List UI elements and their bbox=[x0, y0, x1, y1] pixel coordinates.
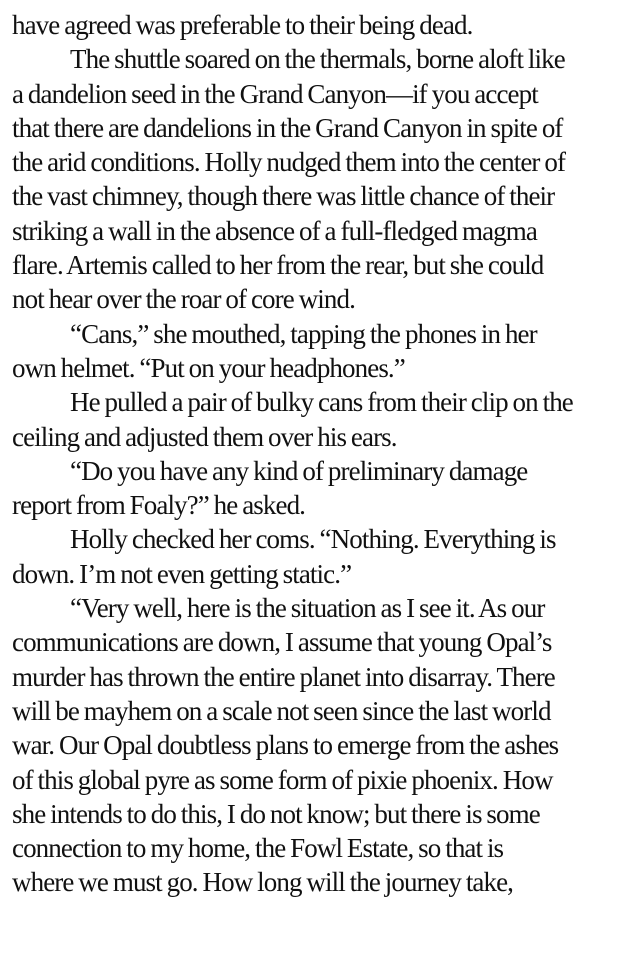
text-line: that there are dandelions in the Grand Canyon in spite of bbox=[12, 112, 563, 143]
text-line: “Do you have any kind of preliminary damage bbox=[70, 455, 528, 486]
text-line: own helmet. “Put on your headphones.” bbox=[12, 352, 405, 383]
text-line: the vast chimney, though there was little chance of their bbox=[12, 181, 555, 212]
text-line: war. Our Opal doubtless plans to emerge from the ashes bbox=[12, 730, 559, 761]
text-line: Holly checked her coms. “Nothing. Everything is bbox=[70, 524, 556, 555]
text-line: report from Foaly?” he asked. bbox=[12, 490, 306, 521]
text-line: communications are down, I assume that young Opal’s bbox=[12, 627, 552, 658]
text-line: where we must go. How long will the journey take, bbox=[12, 867, 514, 898]
text-line: ceiling and adjusted them over his ears. bbox=[12, 421, 397, 452]
text-line: will be mayhem on a scale not seen since the last world bbox=[12, 695, 551, 726]
text-line: have agreed was preferable to their being dead. bbox=[12, 10, 473, 40]
text-line: striking a wall in the absence of a full-fledged magma bbox=[12, 215, 537, 246]
text-line: “Cans,” she mouthed, tapping the phones in her bbox=[70, 318, 537, 349]
text-line: not hear over the roar of core wind. bbox=[12, 284, 355, 315]
text-line: the arid conditions. Holly nudged them into the center of bbox=[12, 147, 566, 178]
text-line: connection to my home, the Fowl Estate, so that is bbox=[12, 833, 504, 864]
text-line: down. I’m not even getting static.” bbox=[12, 558, 352, 589]
text-line: He pulled a pair of bulky cans from their clip on the bbox=[70, 387, 573, 418]
text-line: she intends to do this, I do not know; but there is some bbox=[12, 798, 540, 829]
text-line: murder has thrown the entire planet into disarray. There bbox=[12, 661, 555, 692]
text-line: “Very well, here is the situation as I see it. As our bbox=[70, 593, 545, 624]
text-line: of this global pyre as some form of pixie phoenix. How bbox=[12, 764, 553, 795]
text-line: flare. Artemis called to her from the rear, but she could bbox=[12, 250, 544, 281]
text-line: a dandelion seed in the Grand Canyon—if you accept bbox=[12, 78, 538, 109]
text-line: The shuttle soared on the thermals, borne aloft like bbox=[70, 44, 565, 75]
book-page bbox=[12, 8, 628, 900]
